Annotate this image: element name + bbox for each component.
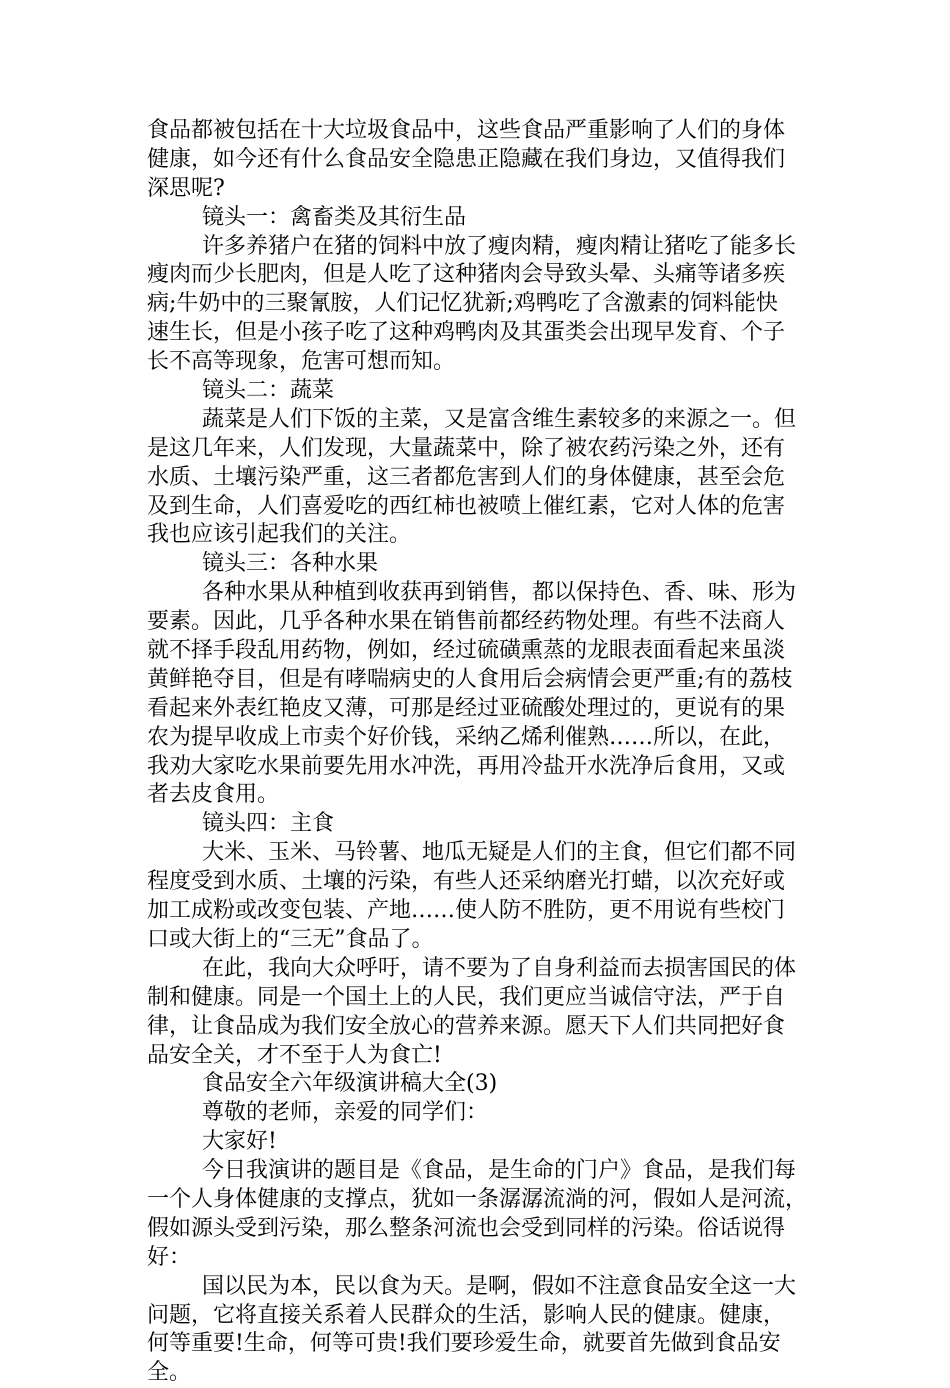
text-line: 者去皮食用。 [147, 782, 280, 808]
text-line: 大家好! [202, 1129, 277, 1155]
text-line: 就不择手段乱用药物，例如，经过硫磺熏蒸的龙眼表面看起来虽淡 [147, 638, 786, 664]
text-line: 农为提早收成上市卖个好价钱，采纳乙烯利催熟……所以，在此， [147, 724, 786, 750]
text-line: 国以民为本，民以食为天。是啊，假如不注意食品安全这一大 [202, 1273, 797, 1299]
text-line: 黄鲜艳夺目，但是有哮喘病史的人食用后会病情会更严重;有的荔枝 [147, 666, 793, 692]
text-line: 要素。因此，几乎各种水果在销售前都经药物处理。有些不法商人 [147, 609, 786, 635]
text-line: 水质、土壤污染严重，这三者都危害到人们的身体健康，甚至会危 [147, 464, 786, 490]
text-line: 全。 [147, 1360, 192, 1386]
text-line: 我劝大家吃水果前要先用水冲洗，再用冷盐开水洗净后食用，又或 [147, 753, 786, 779]
text-line: 好： [147, 1244, 192, 1270]
text-line: 瘦肉而少长肥肉，但是人吃了这种猪肉会导致头晕、头痛等诸多疾 [147, 262, 786, 288]
text-line: 镜头四：主食 [202, 811, 335, 837]
text-line: 食品都被包括在十大垃圾食品中，这些食品严重影响了人们的身体 [147, 118, 786, 143]
text-line: 制和健康。同是一个国土上的人民，我们更应当诚信守法，严于自 [147, 984, 786, 1010]
text-line: 尊敬的老师，亲爱的同学们： [202, 1100, 489, 1126]
text-line: 健康，如今还有什么食品安全隐患正隐藏在我们身边，又值得我们 [147, 146, 786, 172]
text-line: 口或大街上的“三无”食品了。 [147, 926, 434, 952]
text-line: 我也应该引起我们的关注。 [147, 522, 412, 548]
text-line: 食品安全六年级演讲稿大全(3) [202, 1071, 498, 1097]
text-line: 一个人身体健康的支撑点，犹如一条潺潺流淌的河，假如人是河流， [147, 1186, 808, 1212]
text-line: 程度受到水质、土壤的污染，有些人还采纳磨光打蜡，以次充好或 [147, 869, 786, 895]
text-line: 假如源头受到污染，那么整条河流也会受到同样的污染。俗话说得 [147, 1215, 786, 1241]
text-line: 及到生命，人们喜爱吃的西红柿也被喷上催红素，它对人体的危害 [147, 493, 786, 519]
text-line: 大米、玉米、马铃薯、地瓜无疑是人们的主食，但它们都不同 [202, 840, 797, 866]
text-line: 品安全关，才不至于人为食亡! [147, 1042, 442, 1068]
text-line: 许多养猪户在猪的饲料中放了瘦肉精，瘦肉精让猪吃了能多长 [202, 233, 797, 259]
text-line: 深思呢? [147, 175, 225, 201]
text-line: 在此，我向大众呼吁，请不要为了自身利益而去损害国民的体 [202, 955, 797, 981]
text-line: 何等重要!生命，何等可贵!我们要珍爱生命，就要首先做到食品安 [147, 1331, 781, 1357]
text-line: 律，让食品成为我们安全放心的营养来源。愿天下人们共同把好食 [147, 1013, 786, 1039]
text-line: 各种水果从种植到收获再到销售，都以保持色、香、味、形为 [202, 580, 797, 606]
text-line: 蔬菜是人们下饭的主菜，又是富含维生素较多的来源之一。但 [202, 406, 797, 432]
document-body [147, 117, 811, 1388]
text-line: 镜头三：各种水果 [202, 551, 379, 577]
text-line: 速生长，但是小孩子吃了这种鸡鸭肉及其蛋类会出现早发育、个子 [147, 320, 786, 346]
text-line: 问题，它将直接关系着人民群众的生活，影响人民的健康。健康， [147, 1302, 786, 1328]
text-line: 加工成粉或改变包装、产地……使人防不胜防，更不用说有些校门 [147, 898, 786, 924]
text-line: 镜头二：蔬菜 [202, 378, 335, 404]
text-line: 镜头一：禽畜类及其衍生品 [202, 204, 467, 230]
text-line: 看起来外表红艳皮又薄，可那是经过亚硫酸处理过的，更说有的果 [147, 695, 786, 721]
text-line: 今日我演讲的题目是《食品，是生命的门户》食品，是我们每 [202, 1158, 797, 1184]
text-line: 是这几年来，人们发现，大量蔬菜中，除了被农药污染之外，还有 [147, 435, 786, 461]
text-line: 病;牛奶中的三聚氰胺，人们记忆犹新;鸡鸭吃了含激素的饲料能快 [147, 291, 778, 317]
text-line: 长不高等现象，危害可想而知。 [147, 349, 456, 375]
